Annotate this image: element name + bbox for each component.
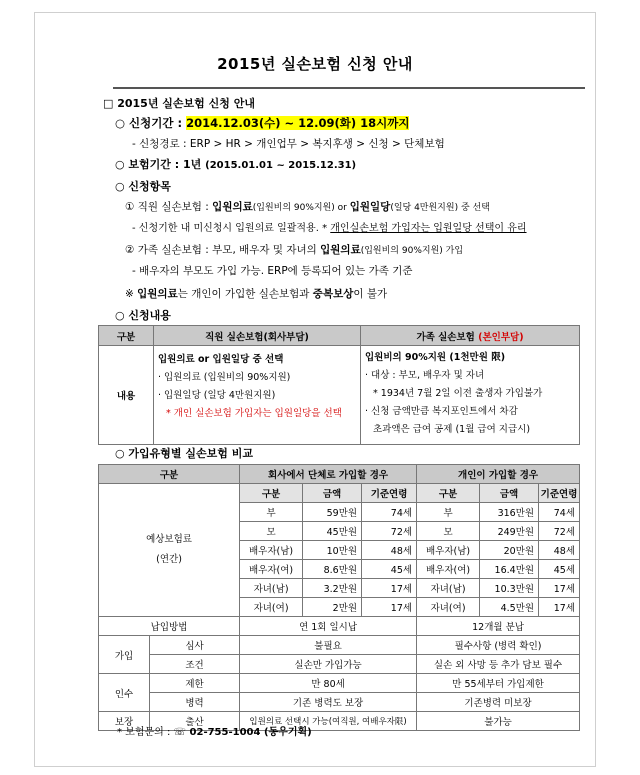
limit-label: 제한 [150,674,240,693]
item1-bold-b: 입원일당 [349,201,391,213]
application-route: - 신청경로 : ERP > HR > 개인업무 > 복지후생 > 신청 > 단체보험 [132,138,445,150]
personal-amount: 20만원 [480,541,539,560]
company-who: 배우자(남) [240,541,303,560]
item2-line [125,242,463,257]
compare-header-company: 회사에서 단체로 가입할 경우 [240,465,417,484]
footnote-mark: ※ [125,288,138,300]
item2-bold: 입원의료 [320,244,361,256]
pay-personal: 12개월 분납 [417,617,580,636]
item1-note-text: - 신청기한 내 미신청시 입원의료 일괄적용. * [132,223,331,234]
item1-text-c: (입원비의 90%지원) or [252,203,350,213]
condition-personal: 실손 외 사망 등 추가 담보 필수 [417,655,580,674]
company-who: 배우자(여) [240,560,303,579]
accept-label: 인수 [99,674,150,712]
history-personal: 기존병력 미보장 [417,693,580,712]
limit-personal: 만 55세부터 가입제한 [417,674,580,693]
staff-content-note: * 개인 실손보험 가입자는 입원일당을 선택 [166,408,342,419]
review-label: 심사 [150,636,240,655]
compare-header-personal: 개인이 가입할 경우 [417,465,580,484]
family-content-line-2: * 1934년 7월 2일 이전 출생자 가입불가 [373,388,543,399]
family-header-text: 가족 실손보험 [416,331,479,343]
ins-period-label: ○ 보험기간 : 1년 [115,158,202,171]
period-dates: 2014.12.03(수) ~ 12.09(화) 18시까지 [186,116,410,130]
company-sub-amount: 금액 [303,484,362,503]
insurance-period [115,156,356,172]
content-header-staff: 직원 실손보험(회사부담) [154,326,361,346]
document-page [34,12,596,767]
title-underline [113,87,585,89]
history-label: 병력 [150,693,240,712]
personal-age: 17세 [539,598,580,617]
join-label: 가입 [99,636,150,674]
page-title: 2015년 실손보험 신청 안내 [217,55,413,73]
staff-content-cell [154,346,361,445]
personal-age: 17세 [539,579,580,598]
personal-amount: 316만원 [480,503,539,522]
personal-who: 자녀(여) [417,598,480,617]
personal-age: 45세 [539,560,580,579]
staff-option-1: · 입원의료 (입원비의 90%지원) [158,372,291,383]
footnote-bold-a: 입원의료 [137,288,178,300]
company-amount: 10만원 [303,541,362,560]
staff-content-title: 입원의료 or 입원일당 중 선택 [158,354,284,365]
review-company: 불필요 [240,636,417,655]
personal-sub-amount: 금액 [480,484,539,503]
items-footnote [125,286,387,301]
company-age: 74세 [362,503,417,522]
company-age: 45세 [362,560,417,579]
item1-note [132,219,527,234]
family-content-line-4: 초과액은 급여 공제 (1월 급여 지급시) [373,424,531,435]
company-age: 48세 [362,541,417,560]
history-company: 기존 병력도 보장 [240,693,417,712]
company-sub-age: 기준연령 [362,484,417,503]
company-amount: 3.2만원 [303,579,362,598]
personal-amount: 4.5만원 [480,598,539,617]
section-header: □ 2015년 실손보험 신청 안내 [103,97,255,110]
company-amount: 45만원 [303,522,362,541]
cover-label: 보장 [99,712,150,731]
family-content-line-3: · 신청 금액만큼 복지포인트에서 차감 [365,406,518,417]
personal-sub-age: 기준연령 [539,484,580,503]
content-title: ○ 신청내용 [115,309,171,322]
family-content-line-1: · 대상 : 부모, 배우자 및 자녀 [365,370,485,381]
content-table [98,325,580,445]
pay-label: 납입방법 [99,617,240,636]
item1-bold-a: 입원의료 [212,201,253,213]
premium-label: 예상보험료 [146,534,192,545]
contact-phone: ☏ 02-755-1004 (동우기획) [173,727,312,738]
items-title: ○ 신청항목 [115,180,171,193]
footnote-bold-b: 중복보상 [312,288,354,300]
company-who: 자녀(남) [240,579,303,598]
footnote-text-e: 이 불가 [353,288,388,300]
footnote-text: 는 개인이 가입한 실손보험과 [177,288,313,300]
birth-company: 입원의료 선택시 가능(여직원, 여배우자限) [240,712,417,731]
compare-header-gubun: 구분 [99,465,240,484]
item1-line [125,199,490,214]
premium-label-cell [99,484,240,617]
limit-company: 만 80세 [240,674,417,693]
company-amount: 2만원 [303,598,362,617]
personal-who: 부 [417,503,480,522]
personal-who: 배우자(남) [417,541,480,560]
content-row-label: 내용 [99,346,154,445]
personal-sub-gubun: 구분 [417,484,480,503]
personal-age: 72세 [539,522,580,541]
pay-company: 연 1회 일시납 [240,617,417,636]
birth-label: 출산 [150,712,240,731]
company-who: 모 [240,522,303,541]
company-age: 72세 [362,522,417,541]
condition-company: 실손만 가입가능 [240,655,417,674]
personal-age: 74세 [539,503,580,522]
personal-age: 48세 [539,541,580,560]
item2-text-c: (입원비의 90%지원) 가입 [360,246,464,256]
compare-table [98,464,580,731]
company-age: 17세 [362,579,417,598]
company-who: 부 [240,503,303,522]
company-sub-gubun: 구분 [240,484,303,503]
family-content-cell [361,346,580,445]
personal-who: 모 [417,522,480,541]
condition-label: 조건 [150,655,240,674]
personal-amount: 249만원 [480,522,539,541]
review-personal: 필수사항 (병력 확인) [417,636,580,655]
family-header-red: (본인부담) [478,331,524,343]
item2-note: - 배우자의 부모도 가입 가능. ERP에 등록되어 있는 가족 기준 [132,265,413,277]
personal-amount: 10.3만원 [480,579,539,598]
personal-who: 배우자(여) [417,560,480,579]
company-amount: 8.6만원 [303,560,362,579]
family-content-title: 입원비의 90%지원 (1천만원 限) [365,352,506,363]
personal-who: 자녀(남) [417,579,480,598]
staff-option-2: · 입원일당 (일당 4만원지원) [158,390,276,401]
company-amount: 59만원 [303,503,362,522]
birth-personal: 불가능 [417,712,580,731]
premium-sublabel: (연간) [156,554,182,565]
content-header-family [361,326,580,346]
item2-text: ② 가족 실손보험 : 부모, 배우자 및 자녀의 [125,244,321,256]
period-label: ○ 신청기간 : [115,116,183,130]
ins-period-dates: (2015.01.01 ~ 2015.12.31) [205,160,357,171]
item1-text: ① 직원 실손보험 : [125,201,213,213]
company-age: 17세 [362,598,417,617]
item1-text-e: (일당 4만원지원) 중 선택 [390,203,490,213]
application-period [115,115,409,131]
content-header-gubun: 구분 [99,326,154,346]
personal-amount: 16.4만원 [480,560,539,579]
contact-line [117,723,312,738]
item1-note-underlined: 개인실손보험 가입자는 입원일당 선택이 유리 [330,223,527,234]
contact-label: * 보험문의 : [117,727,174,738]
company-who: 자녀(여) [240,598,303,617]
compare-title: ○ 가입유형별 실손보험 비교 [115,447,253,460]
